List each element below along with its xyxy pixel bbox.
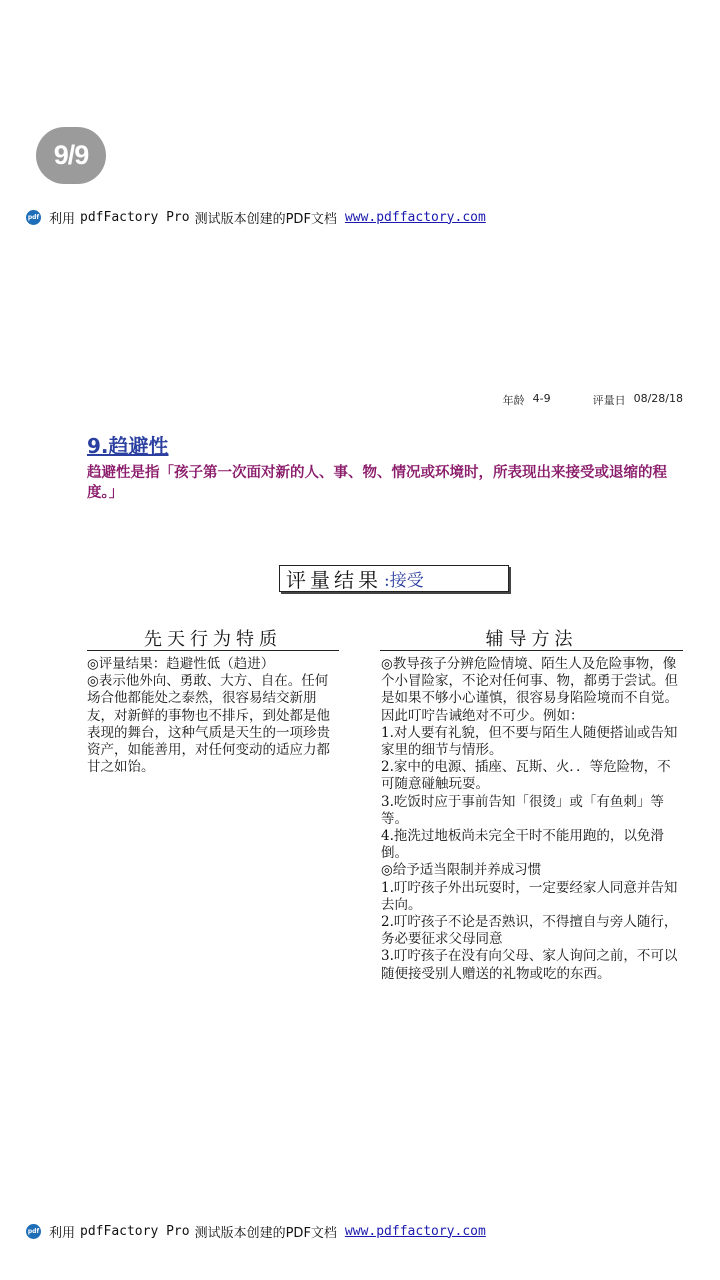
result-value: :接受	[384, 571, 424, 591]
right-line: 1.叮咛孩子外出玩耍时，一定要经家人同意并告知去向。	[381, 879, 678, 913]
right-column-body	[381, 656, 681, 983]
left-line: ◎评量结果：趋避性低（趋进）	[87, 656, 275, 672]
banner-suffix: 测试版本创建的PDF文档	[194, 211, 337, 227]
right-line: 4.拖洗过地板尚未完全干时不能用跑的，以免滑倒。	[381, 828, 664, 862]
page-indicator: 9/9	[36, 127, 106, 184]
banner-prefix: 利用	[49, 1225, 76, 1241]
section-definition: 趋避性是指「孩子第一次面对新的人、事、物、情况或环境时，所表现出来接受或退缩的程度。」	[87, 465, 667, 501]
banner-link[interactable]: www.pdffactory.com	[344, 1223, 486, 1239]
section-title: 9.趋避性	[87, 434, 169, 458]
left-line: ◎表示他外向、勇敢、大方、自在。任何场合他都能处之泰然，很容易结交新朋友，对新鲜的事物也不排斥，到处都是他表现的舞台，这种气质是天生的一项珍贵资产，如能善用，对任何变动的适应力都甘之如饴。	[87, 673, 330, 776]
pdffactory-logo-icon: pdf	[26, 210, 41, 225]
right-line: 2.叮咛孩子不论是否熟识，不得擅自与旁人随行，务必要征求父母同意	[381, 914, 678, 948]
right-line: 3.吃饭时应于事前告知「很烫」或「有鱼刺」等等。	[381, 793, 664, 827]
date-value: 08/28/18	[633, 392, 683, 405]
age-label: 年龄	[502, 394, 525, 407]
right-column-heading: 辅导方法	[380, 625, 683, 651]
right-line: ◎给予适当限制并养成习惯	[381, 862, 542, 879]
pdf-banner-top	[26, 207, 486, 227]
pdf-banner-bottom	[26, 1221, 486, 1241]
right-line: 1.对人要有礼貌，但不要与陌生人随便搭讪或告知家里的细节与情形。	[381, 724, 678, 759]
banner-link[interactable]: www.pdffactory.com	[344, 209, 486, 225]
left-column-body	[87, 656, 339, 776]
banner-prefix: 利用	[49, 211, 76, 227]
result-box	[279, 565, 509, 592]
result-label: 评量结果	[286, 568, 382, 592]
pdffactory-logo-icon: pdf	[26, 1224, 41, 1239]
banner-suffix: 测试版本创建的PDF文档	[194, 1225, 337, 1241]
right-line: 3.叮咛孩子在没有向父母、家人询问之前，不可以随便接受别人赠送的礼物或吃的东西。	[381, 948, 678, 982]
right-line: 2.家中的电源、插座、瓦斯、火．．等危险物，不可随意碰触玩耍。	[381, 759, 671, 793]
right-line: ◎教导孩子分辨危险情境、陌生人及危险事物，像个小冒险家，不论对任何事、物，都勇于尝试。但是如果不够小心谨慎，很容易身陷险境而不自觉。因此叮咛告诫绝对不可少。例如：	[381, 656, 678, 724]
left-column-heading: 先天行为特质	[87, 625, 339, 651]
date-label: 评量日	[592, 394, 626, 407]
banner-product: pdfFactory Pro	[80, 209, 190, 225]
age-value: 4-9	[532, 392, 551, 405]
assessment-meta	[503, 392, 683, 408]
banner-product: pdfFactory Pro	[80, 1223, 190, 1239]
